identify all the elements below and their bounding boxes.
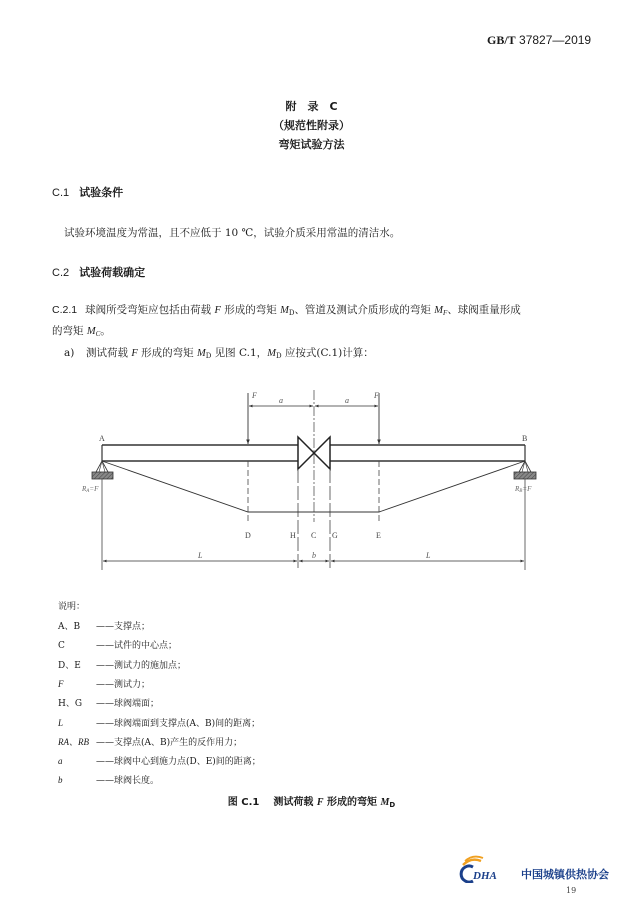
label-a-point: A	[99, 434, 105, 443]
standard-code: 37827—2019	[519, 33, 592, 47]
legend-desc: ——支撑点(A、B)产生的反作用力；	[96, 737, 243, 748]
subscript: D	[275, 352, 282, 360]
label-reaction-b: RB=F	[515, 485, 532, 494]
appendix-subtitle: （规范性附录）	[273, 119, 350, 132]
pipe-right	[330, 445, 525, 461]
caption-text: 测试荷载	[273, 797, 317, 808]
legend-item	[58, 677, 150, 690]
clause-text: 球阀所受弯矩应包括由荷载	[85, 304, 215, 316]
label-d: D	[245, 531, 251, 540]
symbol-m: M	[196, 348, 206, 359]
symbol-m: M	[280, 305, 289, 316]
legend-key: A、B	[58, 622, 81, 632]
clause-text: 。	[100, 325, 111, 337]
cdha-logo-icon	[455, 855, 521, 883]
subscript: F	[443, 309, 448, 317]
legend-key: C	[58, 641, 65, 652]
legend-item	[58, 754, 261, 767]
label-c: C	[311, 531, 317, 540]
moment-diagram-line	[102, 461, 525, 512]
pipe-left	[102, 445, 298, 461]
org-name: 中国城镇供热协会	[521, 868, 609, 881]
section-title: 试验荷载确定	[79, 266, 146, 279]
legend-title: 说明：	[58, 602, 86, 612]
appendix-title: 附 录 C	[285, 100, 338, 113]
item-label: a)	[64, 347, 75, 359]
legend-key: a	[58, 756, 63, 767]
label-e: E	[376, 531, 381, 540]
legend-desc: ——试件的中心点；	[96, 641, 178, 652]
legend-desc: ——支撑点；	[96, 622, 151, 632]
item-text: 见图 C.1，	[211, 347, 268, 359]
legend-desc: ——球阀端面到支撑点(A、B)间的距离；	[96, 718, 261, 729]
logo-letters: DHA	[473, 870, 497, 882]
standard-prefix: GB/T	[487, 33, 516, 47]
caption-text: 形成的弯矩	[323, 797, 381, 808]
label-l-right: L	[426, 551, 431, 560]
label-f-right: F	[374, 391, 379, 400]
figure-caption	[0, 793, 623, 809]
item-text: 测试荷载	[86, 347, 132, 359]
section-number: C.1	[52, 187, 70, 199]
legend-key: RA、RB	[58, 736, 89, 747]
label-a-left: a	[279, 396, 283, 405]
label-g: G	[332, 531, 338, 540]
subscript: D	[205, 352, 212, 360]
legend-item	[58, 638, 177, 651]
legend-item	[58, 773, 159, 786]
subscript: D	[389, 801, 396, 809]
legend-key: D、E	[58, 660, 81, 671]
item-text: 应按式(C.1)计算：	[281, 347, 374, 359]
clause-text: 、球阀重量形成	[447, 304, 521, 316]
legend-key: L	[58, 717, 64, 728]
legend-key: H、G	[58, 699, 83, 710]
label-b-point: B	[522, 434, 528, 443]
label-f-left: F	[252, 391, 257, 400]
cdha-logo	[455, 855, 521, 887]
legend-item	[58, 716, 260, 729]
symbol-f: F	[131, 348, 138, 359]
label-l-left: L	[198, 551, 203, 560]
legend-desc: ——球阀中心到施力点(D、E)间的距离；	[96, 757, 261, 768]
clause-text: 、管道及测试介质形成的弯矩	[294, 304, 435, 316]
legend-desc: ——测试力；	[96, 679, 151, 690]
label-a-right: a	[345, 396, 349, 405]
legend-item	[58, 696, 159, 709]
legend-key: b	[58, 775, 63, 786]
legend-desc: ——测试力的施加点；	[96, 660, 187, 671]
section-title: 试验条件	[79, 186, 124, 199]
legend-item	[58, 735, 242, 748]
legend-item	[58, 619, 150, 632]
symbol-m: M	[86, 326, 96, 337]
legend-key: F	[58, 678, 64, 689]
label-h: H	[290, 531, 296, 540]
item-text: 形成的弯矩	[137, 347, 197, 359]
appendix-name: 弯矩试验方法	[278, 138, 345, 151]
legend-item	[58, 658, 186, 671]
c1-paragraph: 试验环境温度为常温，且不应低于 10 ℃，试验介质采用常温的清洁水。	[64, 227, 401, 239]
page-number: 19	[566, 886, 577, 895]
symbol-m: M	[267, 348, 276, 359]
symbol-m: M	[434, 305, 444, 316]
clause-text: 的弯矩	[52, 325, 87, 337]
figure-number: 图 C.1	[227, 797, 260, 808]
label-reaction-a: RA=F	[82, 485, 99, 494]
symbol-f: F	[316, 797, 324, 808]
symbol-m: M	[380, 797, 390, 808]
legend-desc: ——球阀长度。	[96, 776, 160, 787]
subscript: C	[95, 330, 101, 338]
clause-text: 形成的弯矩	[220, 304, 281, 316]
symbol-f: F	[214, 305, 221, 316]
subscript: D	[288, 309, 295, 317]
legend-desc: ——球阀端面；	[96, 699, 160, 710]
section-number: C.2	[52, 267, 70, 279]
clause-number: C.2.1	[52, 304, 78, 316]
label-b-dim: b	[312, 551, 316, 560]
